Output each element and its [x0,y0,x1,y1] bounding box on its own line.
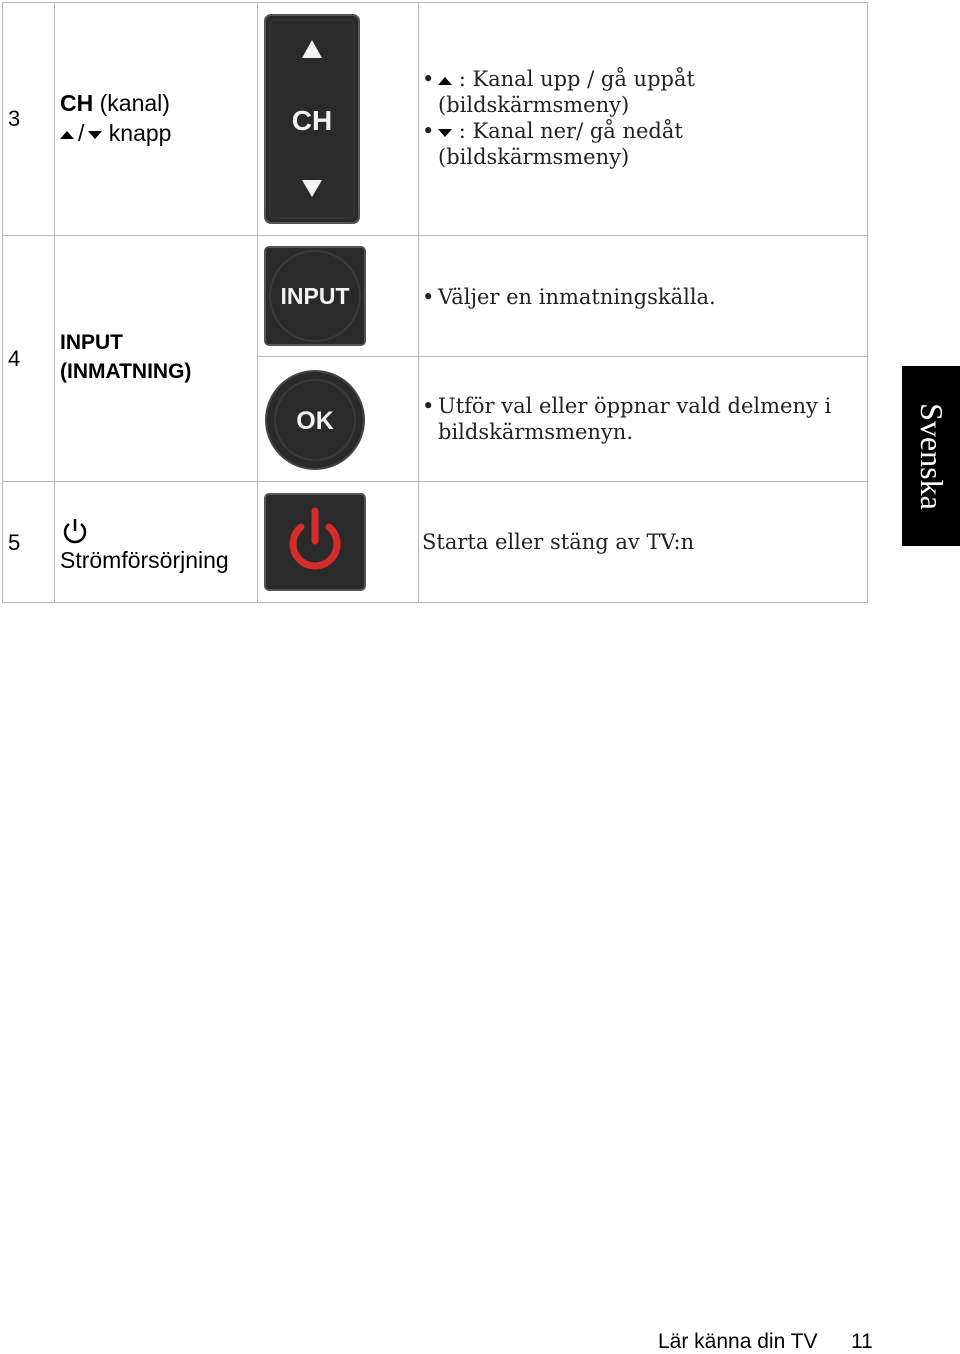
bullet: • [422,285,435,309]
table-border-bottom [2,602,868,603]
feature-input-line2: (INMATNING) [60,360,192,383]
power-key-image [264,493,366,591]
description-text: Väljer en inmatningskälla. [438,285,716,309]
feature-label-ch [60,88,171,148]
feature-label-power: Strömförsörjning [60,547,229,573]
description-text: (bildskärmsmeny) [438,145,630,169]
description-power: Starta eller stäng av TV:n [422,530,695,554]
footer-section-title: Lär känna din TV [658,1330,818,1353]
ch-key-label: CH [291,105,333,136]
description-input [422,284,716,310]
feature-ch-rest: (kanal) [99,90,170,116]
triangle-up-icon [438,77,452,85]
input-key-image [264,246,366,346]
row-number: 4 [8,346,21,371]
feature-ch-suffix: knapp [108,120,172,146]
description-text: Utför val eller öppnar vald delmeny i [438,394,832,418]
table-divider [418,2,419,603]
bullet: • [422,67,435,91]
page-number: 11 [851,1330,873,1353]
triangle-down-icon [88,131,102,139]
power-icon [61,516,89,546]
table-divider [2,235,868,236]
description-ok [422,393,831,445]
table-border-right [867,2,868,603]
ch-rocker-key-image [264,14,360,224]
description-text: (bildskärmsmeny) [438,93,630,117]
language-tab-label: Svenska [913,402,950,510]
bullet: • [422,394,435,418]
description-text: : Kanal ner/ gå nedåt [458,119,683,143]
feature-label-input [60,328,191,386]
row-number: 3 [8,106,21,131]
table-divider [2,481,868,482]
ok-key-image [264,368,366,472]
input-key-label: INPUT [280,283,350,309]
row-number: 5 [8,530,21,555]
description-text: : Kanal upp / gå uppåt [458,67,695,91]
description-ch [422,66,695,170]
triangle-down-icon [438,129,452,137]
table-border-left [2,2,3,603]
feature-input-line1: INPUT [60,331,123,354]
bullet: • [422,119,435,143]
triangle-up-icon [60,131,74,139]
table-divider [257,2,258,603]
feature-ch-bold: CH [60,90,94,116]
ok-key-label: OK [296,407,334,435]
table-border-top [2,2,868,3]
feature-ch-separator: / [78,120,85,146]
language-tab [902,366,960,546]
description-text: bildskärmsmenyn. [438,420,633,444]
table-divider [54,2,55,603]
table-divider [257,356,868,357]
